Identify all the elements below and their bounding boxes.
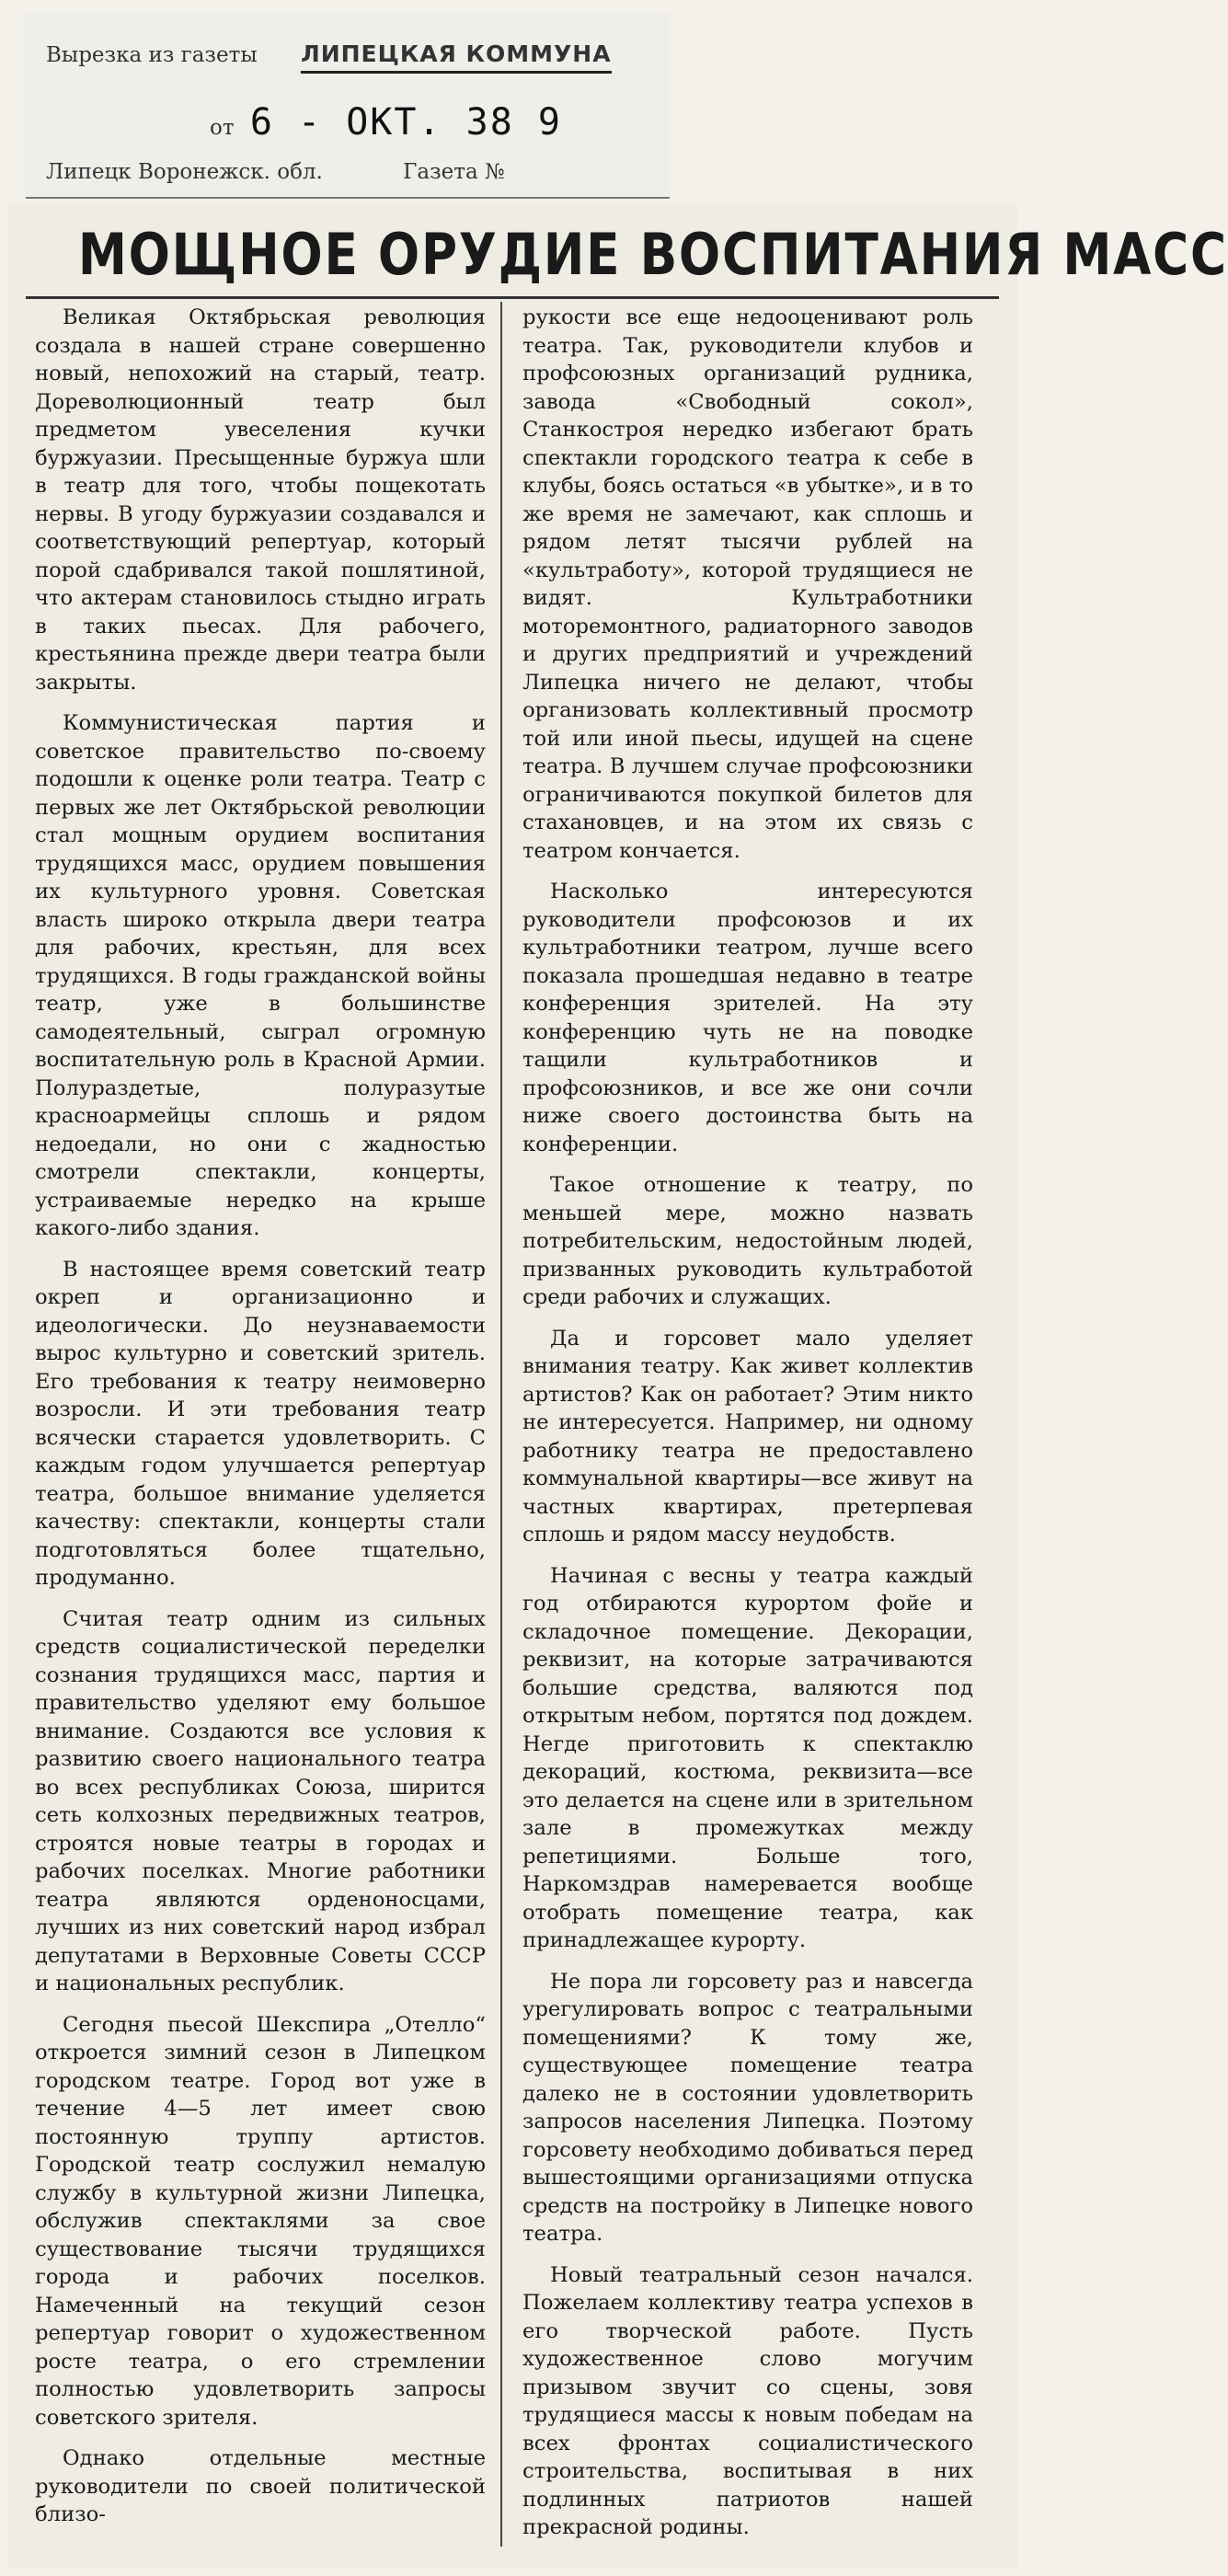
clipping-source-line <box>46 40 612 67</box>
paragraph: рукости все еще недооценивают роль театра. Так, руководители клубов и профсоюзных организаций рудника, завода «Свободный сокол», Станкостроя нередко избегают брать спектакли городского театра к себе в клубы, боясь остаться «в убытке», и в то же время не замечают, как сплошь и рядом летят тысячи рублей на «культработу», которой трудящиеся не видят. Культработники моторемонтного, радиаторного заводов и других предприятий и учреждений Липецка ничего не делают, чтобы организовать коллективный просмотр той или иной пьесы, идущей на сцене театра. В лучшем случае профсоюзники ограничиваются покупкой билетов для стахановцев, и на этом их связь с театром кончается. <box>522 305 973 863</box>
paragraph: Однако отдельные местные руководители по своей политической близо- <box>35 2446 486 2526</box>
newspaper-name: ЛИПЕЦКАЯ КОММУНА <box>301 40 612 74</box>
left-column <box>35 304 486 2548</box>
paragraph: Начиная с весны у театра каждый год отбираются курортом фойе и складочное помещение. Декорации, реквизит, на которые затрачиваются большие средства, валяются под открытым небом, портятся под дождем. Негде приготовить к спектаклю декораций, костюма, реквизита—все это делается на сцене или в зрительном зале в промежутках между репетициями. Больше того, Наркомздрав намеревается вообще отобрать помещение театра, как принадлежащее курорту. <box>522 1563 973 1952</box>
clipping-date: 6 - ОКТ. 38 9 <box>249 101 562 144</box>
clipping-label <box>26 13 670 199</box>
gazeta-number: Газета № <box>403 160 505 184</box>
column-divider <box>500 302 502 2547</box>
right-column <box>522 304 973 2548</box>
paragraph: Коммунистическая партия и советское правительство по-своему подошли к оценке роли театра. Театр с первых же лет Октябрьской революции стал мощным орудием воспитания трудящихся масс, орудием повышения их культурного уровня. Советская власть широко открыла двери театра для рабочих, крестьян, для всех трудящихся. В годы гражданской войны театр, уже в большинстве самодеятельный, сыграл огромную воспитательную роль в Красной Армии. Полураздетые, полуразутые красноармейцы сплошь и рядом недоедали, но они с жадностью смотрели спектакли, концерты, устраиваемые нередко на крыше какого-либо здания. <box>35 711 486 1240</box>
clipping-place: Липецк Воронежск. обл. <box>46 160 323 184</box>
clipping-place-line <box>46 160 505 184</box>
clipping-date-line <box>210 101 562 144</box>
date-prefix: от <box>210 116 235 140</box>
paragraph: Великая Октябрьская революция создала в нашей стране совершенно новый, непохожий на старый, театр. Дореволюционный театр был предметом увеселения кучки буржуазии. Пресыщенные буржуа шли в театр для того, чтобы пощекотать нервы. В угоду буржуазии создавался и соответствующий репертуар, который порой сдабривался такой пошлятиной, что актерам становилось стыдно играть в таких пьесах. Для рабочего, крестьянина прежде двери театра были закрыты. <box>35 305 486 695</box>
paragraph: Не пора ли горсовету раз и навсегда урегулировать вопрос с театральными помещениями? К тому же, существующее помещение театра далеко не в состоянии удовлетворить запросов населения Липецка. Поэтому горсовету необходимо добиваться перед вышестоящими организациями отпуска средств на постройку в Липецке нового театра. <box>522 1969 973 2246</box>
paragraph: Да и горсовет мало уделяет внимания театру. Как живет коллектив артистов? Как он работает? Этим никто не интересуется. Например, ни одному работнику театра не предоставлено коммунальной квартиры—все живут на частных квартирах, претерпевая сплошь и рядом массу неудобств. <box>522 1326 973 1547</box>
paragraph: Насколько интересуются руководители профсоюзов и их культработники театром, лучше всего показала прошедшая недавно в театре конференция зрителей. На эту конференцию чуть не на поводке тащили культработников и профсоюзников, и все же они сочли ниже своего достоинства быть на конференции. <box>522 880 973 1156</box>
paragraph: Сегодня пьесой Шекспира „Отелло“ откроется зимний сезон в Липецком городском театре. Город вот уже в течение 4—5 лет имеет свою постоянную труппу артистов. Городской театр сослужил немалую службу в культурной жизни Липецка, обслужив спектаклями за свое существование тысячи трудящихся города и рабочих поселков. Намеченный на текущий сезон репертуар говорит о художественном росте театра, о его стремлении полностью удовлетворить запросы советского зрителя. <box>35 2012 486 2430</box>
paragraph: Новый театральный сезон начался. Пожелаем коллективу театра успехов в его творческой работе. Пусть художественное слово могучим призывом звучит со сцены, зовя трудящиеся массы к новым победам на всех фронтах социалистического строительства, воспитывая в них подлинных патриотов нашей прекрасной родины. <box>522 2262 973 2539</box>
headline-rule <box>26 296 999 299</box>
paragraph: Такое отношение к театру, по меньшей мере, можно назвать потребительским, недостойным людей, призванных руководить культработой среди рабочих и служащих. <box>522 1173 973 1309</box>
newspaper-clipping <box>7 204 1228 2569</box>
clipping-prefix: Вырезка из газеты <box>46 43 258 67</box>
article-headline: МОЩНОЕ ОРУДИЕ ВОСПИТАНИЯ МАСС <box>77 221 1228 288</box>
paragraph: В настоящее время советский театр окреп и организационно и идеологически. До неузнаваемости вырос культурно и советский зритель. Его требования к театру неимоверно возросли. И эти требования театр всячески старается удовлетворить. С каждым годом улучшается репертуар театра, большое внимание уделяется качеству: спектакли, концерты стали подготовляться более тщательно, продуманно. <box>35 1257 486 1590</box>
paragraph: Считая театр одним из сильных средств социалистической переделки сознания трудящихся масс, партия и правительство уделяют ему большое внимание. Создаются все условия к развитию своего национального театра во всех республиках Союза, ширится сеть колхозных передвижных театров, строятся новые театры в городах и рабочих поселках. Многие работники театра являются орденоносцами, лучших из них советский народ избрал депутатами в Верховные Советы СССР и национальных республик. <box>35 1606 486 1995</box>
